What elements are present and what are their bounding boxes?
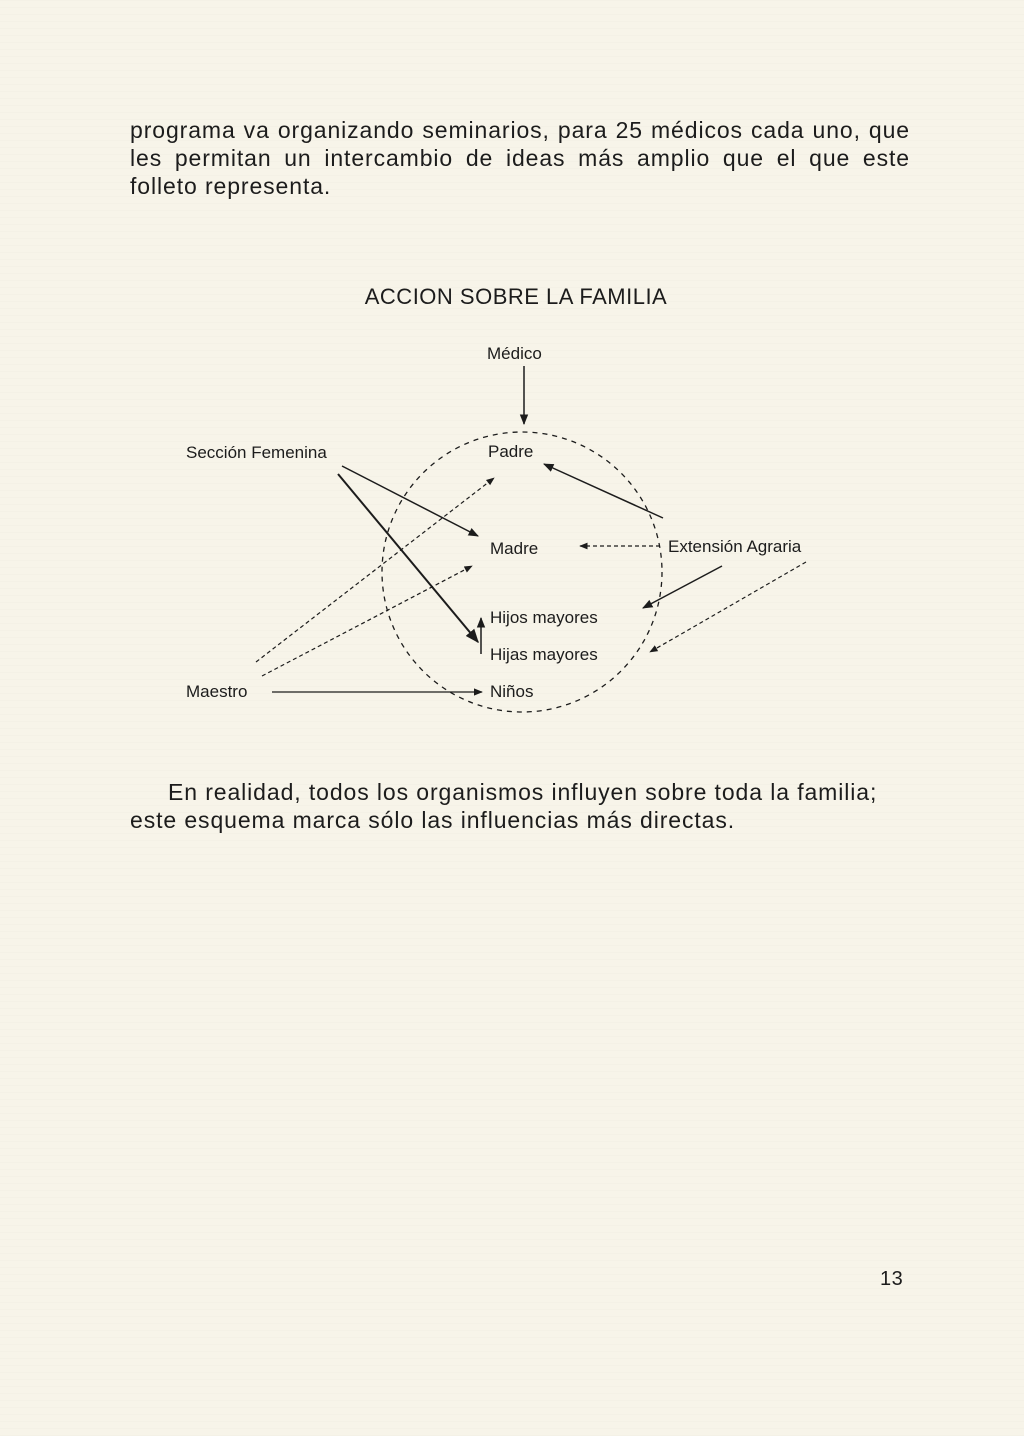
page-number: 13 [880, 1268, 904, 1290]
node-padre: Padre [488, 442, 534, 461]
node-extension-agraria: Extensión Agraria [668, 537, 802, 556]
arrow-maestro-padre [256, 478, 494, 662]
node-hijas-mayores: Hijas mayores [490, 645, 598, 664]
node-medico: Médico [487, 344, 542, 363]
node-hijos-mayores: Hijos mayores [490, 608, 598, 627]
node-maestro: Maestro [186, 682, 248, 701]
family-influence-diagram [0, 320, 1024, 740]
arrow-extension-padre [544, 464, 663, 518]
node-ninos: Niños [490, 682, 534, 701]
node-madre: Madre [490, 539, 539, 558]
closing-line-1: En realidad, todos los organismos influyen sobre toda la familia; [168, 779, 878, 805]
arrow-seccion-madre [342, 466, 478, 536]
closing-paragraph [130, 778, 915, 834]
node-seccion-femenina: Sección Femenina [186, 443, 327, 462]
diagram-title: ACCION SOBRE LA FAMILIA [364, 284, 668, 309]
arrow-extension-hijas [650, 562, 806, 652]
arrow-maestro-madre [262, 566, 472, 676]
family-circle [382, 432, 662, 712]
closing-line-2: este esquema marca sólo las influencias más directas. [130, 807, 736, 833]
intro-paragraph: programa va organizando seminarios, para 25 médicos cada uno, que les permitan un intercambio de ideas más amplio que el que este folleto representa. [130, 117, 910, 199]
arrow-extension-hijos [643, 566, 722, 608]
